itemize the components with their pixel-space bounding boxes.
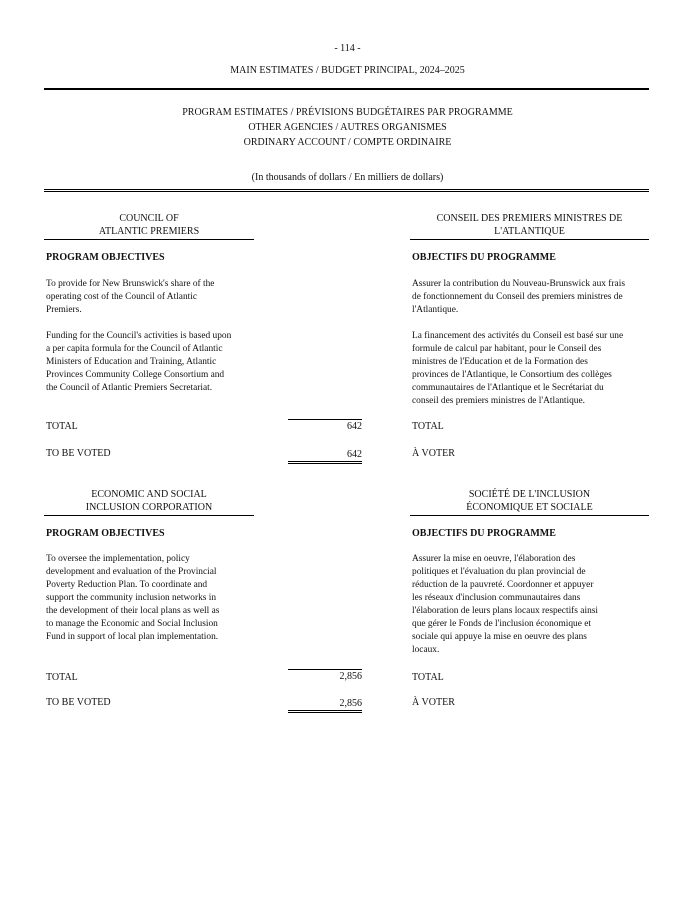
text-line: réduction de la pauvreté. Coordonner et appuyer xyxy=(412,580,594,590)
paragraph xyxy=(412,330,652,408)
text-line: development and evaluation of the Provincial xyxy=(46,567,217,577)
header-line-3: ORDINARY ACCOUNT / COMPTE ORDINAIRE xyxy=(243,137,452,148)
paragraph xyxy=(46,330,266,395)
section-title-en-line-1: COUNCIL OF xyxy=(119,213,179,224)
objectives-text-en xyxy=(46,278,266,395)
page-number: - 114 - xyxy=(334,43,361,54)
text-line: provinces de l'Atlantique, le Consortium des collèges xyxy=(412,370,612,380)
paragraph xyxy=(46,553,271,644)
total-amount: 2,856 xyxy=(288,669,362,682)
objectives-heading-en: PROGRAM OBJECTIVES xyxy=(46,528,165,539)
total-label-fr: TOTAL xyxy=(412,672,444,683)
total-label-fr: TOTAL xyxy=(412,421,444,432)
paragraph xyxy=(412,553,652,657)
to-be-voted-label-fr: À VOTER xyxy=(412,697,455,708)
text-line: Fund in support of local plan implementation. xyxy=(46,632,219,642)
to-be-voted-label-fr: À VOTER xyxy=(412,448,455,459)
objectives-heading-en: PROGRAM OBJECTIVES xyxy=(46,252,165,263)
section-title-fr-line-2: L'ATLANTIQUE xyxy=(494,226,565,237)
section-title-en-line-2: INCLUSION CORPORATION xyxy=(85,502,213,513)
to-be-voted-label-en: TO BE VOTED xyxy=(46,697,111,708)
text-line: que gérer le Fonds de l'inclusion économique et xyxy=(412,619,591,629)
section-title-en-line-2: ATLANTIC PREMIERS xyxy=(98,226,200,237)
text-line: to manage the Economic and Social Inclusion xyxy=(46,619,218,629)
section-title-fr-line-1: SOCIÉTÉ DE L'INCLUSION xyxy=(468,489,591,500)
text-line: the Council of Atlantic Premiers Secretariat. xyxy=(46,383,213,393)
to-be-voted-amount: 642 xyxy=(288,448,362,464)
text-line: To oversee the implementation, policy xyxy=(46,554,190,564)
text-line: Poverty Reduction Plan. To coordinate and xyxy=(46,580,208,590)
header-rule xyxy=(44,88,649,90)
objectives-text-fr xyxy=(412,553,652,657)
text-line: Premiers. xyxy=(46,305,82,315)
section-title-fr-line-2: ÉCONOMIQUE ET SOCIALE xyxy=(466,502,593,513)
text-line: locaux. xyxy=(412,645,440,655)
total-amount: 642 xyxy=(288,419,362,432)
section-title-en xyxy=(44,212,254,240)
text-line: conseil des premiers ministres de l'Atlantique. xyxy=(412,396,586,406)
header-line-1: PROGRAM ESTIMATES / PRÉVISIONS BUDGÉTAIRES PAR PROGRAMME xyxy=(182,107,513,118)
header-line-2: OTHER AGENCIES / AUTRES ORGANISMES xyxy=(248,122,447,133)
text-line: sociale qui appuye la mise en oeuvre des plans xyxy=(412,632,587,642)
text-line: the development of their local plans as well as xyxy=(46,606,220,616)
text-line: formule de calcul par habitant, pour le Conseil des xyxy=(412,344,602,354)
text-line: Funding for the Council's activities is based upon xyxy=(46,331,232,341)
text-line: communautaires de l'Atlantique et le Secrétariat du xyxy=(412,383,604,393)
text-line: support the community inclusion networks in xyxy=(46,593,217,603)
text-line: To provide for New Brunswick's share of the xyxy=(46,279,215,289)
total-label-en: TOTAL xyxy=(46,421,78,432)
paragraph xyxy=(46,278,266,317)
to-be-voted-amount: 2,856 xyxy=(288,697,362,713)
section-title-en xyxy=(44,488,254,516)
objectives-text-fr xyxy=(412,278,652,408)
text-line: ministres de l'Education et de la Formation des xyxy=(412,357,588,367)
text-line: Assurer la contribution du Nouveau-Brunswick aux frais xyxy=(412,279,625,289)
document-title: MAIN ESTIMATES / BUDGET PRINCIPAL, 2024–2025 xyxy=(230,65,465,76)
text-line: a per capita formula for the Council of Atlantic xyxy=(46,344,223,354)
objectives-heading-fr: OBJECTIFS DU PROGRAMME xyxy=(412,252,556,263)
text-line: Ministers of Education and Training, Atlantic xyxy=(46,357,217,367)
section-title-fr-line-1: CONSEIL DES PREMIERS MINISTRES DE xyxy=(436,213,623,224)
to-be-voted-label-en: TO BE VOTED xyxy=(46,448,111,459)
section-title-fr xyxy=(410,212,649,240)
text-line: politiques et l'évaluation du plan provincial de xyxy=(412,567,586,577)
text-line: Assurer la mise en oeuvre, l'élaboration des xyxy=(412,554,576,564)
text-line: La financement des activités du Conseil est basé sur une xyxy=(412,331,624,341)
text-line: Provinces Community College Consortium and xyxy=(46,370,225,380)
text-line: de fonctionnement du Conseil des premiers ministres de xyxy=(412,292,623,302)
units-rule xyxy=(44,189,649,192)
text-line: l'Atlantique. xyxy=(412,305,459,315)
units-note: (In thousands of dollars / En milliers de dollars) xyxy=(251,172,444,183)
total-label-en: TOTAL xyxy=(46,672,78,683)
objectives-text-en xyxy=(46,553,271,644)
objectives-heading-fr: OBJECTIFS DU PROGRAMME xyxy=(412,528,556,539)
section-title-fr xyxy=(410,488,649,516)
text-line: operating cost of the Council of Atlantic xyxy=(46,292,198,302)
section-title-en-line-1: ECONOMIC AND SOCIAL xyxy=(91,489,207,500)
text-line: les réseaux d'inclusion communautaires dans xyxy=(412,593,581,603)
paragraph xyxy=(412,278,652,317)
text-line: l'élaboration de leurs plans locaux respectifs ainsi xyxy=(412,606,599,616)
